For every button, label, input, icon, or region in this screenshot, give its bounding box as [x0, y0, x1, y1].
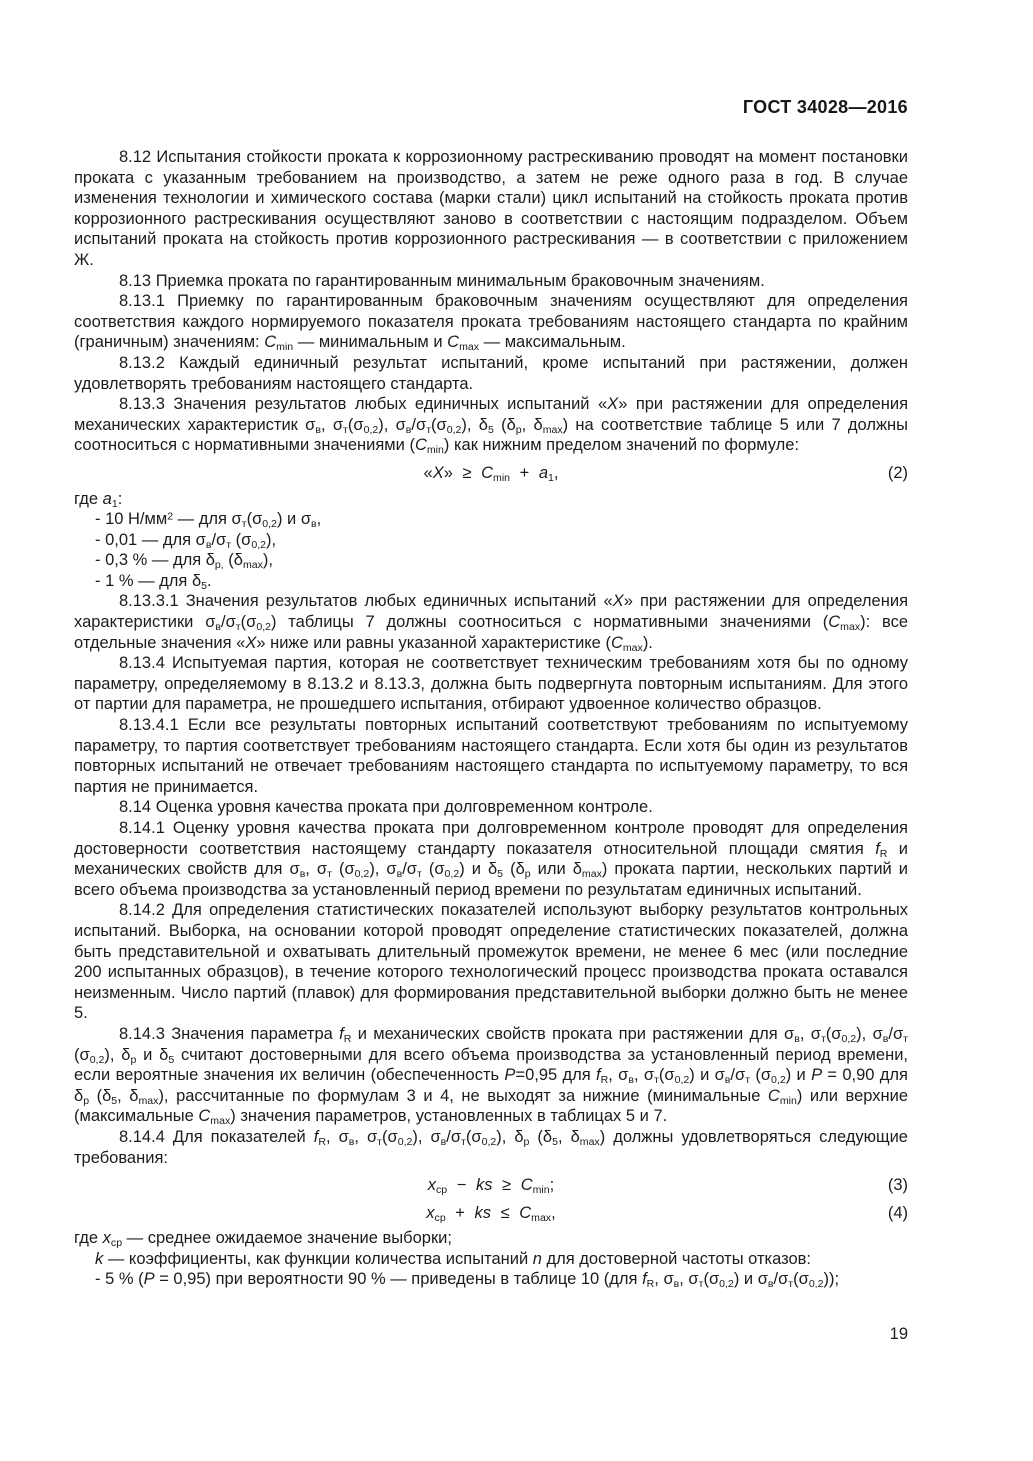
document-page [74, 97, 908, 1290]
page-number: 19 [889, 1325, 908, 1343]
clause-8-14: 8.14 Оценка уровня качества проката при долговременном контроле. [119, 798, 653, 817]
clause-8-13: 8.13 Приемка проката по гарантированным минимальным браковочным значениям. [119, 271, 765, 290]
k-list-item: - 5 % (P = 0,95) при вероятности 90 % — приведены в таблице 10 (для $f_R$, $\sigma_в$, $\sigma_т(\sigma_{0,2})$ и $\sigma_в/\sigma_т(\sigma_{0,2})$); [95, 1270, 840, 1291]
standard-number: ГОСТ 34028—2016 [742, 97, 908, 117]
document-body [74, 147, 908, 1290]
a1-list-item: - 0,01 — для $\sigma_в/\sigma_т$ $(\sigma_{0,2})$, [95, 530, 277, 551]
formula-3-expression: $x_{ср}$ − ks ≥ $C_{min}$; [427, 1176, 555, 1197]
definition-a1-lead: где $a_1$: [74, 489, 123, 510]
formula-2-number: (2) [887, 463, 908, 482]
definition-xcp: где $x_{ср}$ — среднее ожидаемое значение выборки; [74, 1229, 452, 1250]
paragraph-8-13-4: 8.13.4 Испытуемая партия, которая не соответствует техническим требованиям хотя бы по одному параметру, определяемому в 8.13.2 и 8.13.3, должна быть подвергнута повторным испытаниям. Для этого от партии для параметра, не прошедшего испытания, отбирают удвоенное количество образцов. [74, 654, 908, 714]
paragraph-8-14-1: 8.14.1 Оценку уровня качества проката при долговременном контроле проводят для определения достоверности соответствия настоящему стандарту показателя относительной площади смятия $f_R$ и механических свойств для $\sigma_в$, $\sigma_т$ $(\sigma_{0,2})$, $\sigma_в/\sigma_т$ $(\sigma_{0,2})$ и $\delta_5$ ($\delta_p$ или $\delta_{max}$) проката партии, нескольких партий и всего объема производства за установленный период времени по результатам единичных испытаний. [74, 819, 908, 899]
definition-k: k — коэффициенты, как функции количества испытаний n для достоверной частоты отказов: [95, 1249, 811, 1268]
paragraph-8-14-2: 8.14.2 Для определения статистических показателей используют выборку результатов контрольных испытаний. Выборка, на основании которой проводят определение статистических показателей, должна быть представительной и охватывать длительный промежуток времени, не менее 6 мес (или последние 200 испытанных образцов), в течение которого технологический процесс производства проката оставался неизменным. Число партий (плавок) для формирования представительной выборки должно быть не менее 5. [74, 901, 908, 1023]
paragraph-8-13-1: 8.13.1 Приемку по гарантированным браковочным значениям осуществляют для определения соответствия каждого нормируемого показателя проката требованиям настоящего стандарта по крайним (граничным) значениям: $C_{min}$ — минимальным и $C_{max}$ — максимальным. [74, 292, 908, 354]
paragraph-8-14-3: 8.14.3 Значения параметра $f_R$ и механических свойств проката при растяжении для $\sigma_в$, $\sigma_т(\sigma_{0,2})$, $\sigma_в/\sigma_т$ $(\sigma_{0,2})$, $\delta_p$ и $\delta_5$ считают достоверными для всего объема производства за установленный период времени, если вероятные значения их величин (обеспеченность P=0,95 для $f_R$, $\sigma_в$, $\sigma_т(\sigma_{0,2})$ и $\sigma_в/\sigma_т$ $(\sigma_{0,2})$ и P = 0,90 для $\delta_p$ ($\delta_5$, $\delta_{max}$), рассчитанные по формулам 3 и 4, не выходят за нижние (минимальные $C_{min}$) или верхние (максимальные $C_{max}$) значения параметров, установленных в таблицах 5 и 7. [74, 1024, 908, 1128]
formula-3 [74, 1175, 908, 1196]
formula-2-expression: «X» ≥ $C_{min} + a_1$, [423, 463, 559, 484]
formula-2 [74, 463, 908, 484]
paragraph-8-13-3-1: 8.13.3.1 Значения результатов любых единичных испытаний «X» при растяжении для определения характеристики $\sigma_в/\sigma_т(\sigma_{0,2})$ таблицы 7 должны соотноситься с нормативными значениями $(C_{max})$: все отдельные значения «X» ниже или равны указанной характеристике $(C_{max})$. [74, 592, 909, 654]
formula-4 [74, 1203, 908, 1224]
paragraph-8-12: 8.12 Испытания стойкости проката к коррозионному растрескиванию проводят на момент постановки проката с указанным требованием на производство, а затем не реже одного раза в год. В случае изменения технологии и химического состава (марки стали) цикл испытаний на стойкость проката против коррозионного растрескивания осуществляют заново в соответствии с настоящим подразделом. Объем испытаний проката на стойкость против коррозионного растрескивания — в соответствии с приложением Ж. [74, 148, 908, 269]
paragraph-8-14-4: 8.14.4 Для показателей $f_R$, $\sigma_в$, $\sigma_т(\sigma_{0,2})$, $\sigma_в/\sigma_т(\sigma_{0,2})$, $\delta_p$ ($\delta_5$, $\delta_{max}$) должны удовлетворяться следующие требования: [74, 1127, 908, 1167]
paragraph-8-13-2: 8.13.2 Каждый единичный результат испытаний, кроме испытаний при растяжении, должен удовлетворять требованиям настоящего стандарта. [74, 353, 908, 393]
paragraph-8-13-4-1: 8.13.4.1 Если все результаты повторных испытаний соответствуют требованиям по испытуемому параметру, то партия соответствует требованиям настоящего стандарта. Если хотя бы один из результатов повторных испытаний не отвечает требованиям настоящего стандарта по испытуемому параметру, то вся партия не принимается. [74, 716, 908, 796]
formula-4-number: (4) [887, 1203, 908, 1222]
formula-3-number: (3) [887, 1176, 908, 1195]
a1-list-item: - 1 % — для $\delta_5$. [95, 571, 212, 592]
a1-list-item: - 0,3 % — для $\delta_{p,}$ $(\delta_{max})$, [95, 551, 273, 572]
paragraph-8-13-3: 8.13.3 Значения результатов любых единичных испытаний «X» при растяжении для определения механических характеристик $\sigma_в$, $\sigma_т(\sigma_{0,2})$, $\sigma_в/\sigma_т(\sigma_{0,2})$, $\delta_5$ ($\delta_p$, $\delta_{max}$) на соответствие таблице 5 или 7 должны соотноситься с нормативными значениями $(C_{min})$ как нижним пределом значений по формуле: [74, 395, 909, 457]
a1-list-item: - 10 $Н/мм^2$ — для $\sigma_т(\sigma_{0,2})$ и $\sigma_в$, [95, 510, 322, 531]
formula-4-expression: $x_{ср}$ + ks ≤ $C_{max}$, [426, 1203, 556, 1224]
